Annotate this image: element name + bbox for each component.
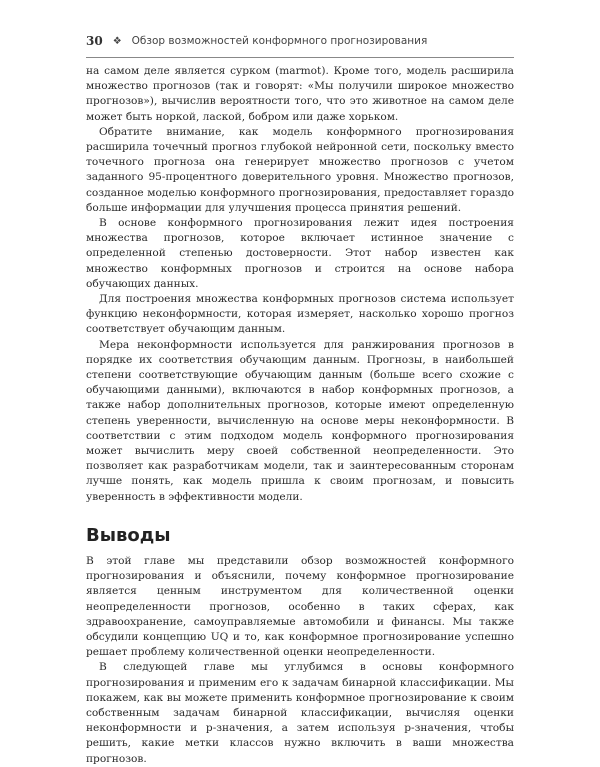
paragraph: Для построения множества конформных прогнозов система использует функцию неконформности, которая измеряет, насколько хорошо прогноз соответствует обучающим данным.: [86, 293, 514, 336]
paragraph: Обратите внимание, как модель конформного прогнозирования расширила точечный прогноз глубокой нейронной сети, поскольку вместо точечного прогноза она генерирует множество прогнозов с учетом заданного 95-процентного доверительного уровня. Множество прогнозов, созданное моделью конформного прогнозирования, предоставляет гораздо больше информации для улучшения процесса принятия решений.: [86, 125, 514, 214]
page-body: [86, 64, 514, 767]
header-divider: [86, 57, 514, 58]
page-number: 30: [86, 34, 103, 48]
diamond-separator-icon: ❖: [112, 35, 122, 47]
paragraph: В этой главе мы представили обзор возможностей конформного прогнозирования и объяснили, почему конформное прогнозирование является ценным инструментом для количественной оценки неопределенности прогнозов, особенно в таких сферах, как здравоохранение, самоуправляемые автомобили и финансы. Мы также обсудили концепцию UQ и то, как конформное прогнозирование успешно решает проблему количественной оценки неопределенности.: [86, 554, 514, 659]
running-header: [86, 34, 514, 48]
running-title: Обзор возможностей конформного прогнозирования: [131, 35, 428, 47]
paragraph: Мера неконформности используется для ранжирования прогнозов в порядке их соответствия обучающим данным. Прогнозы, в наибольшей степени соответствующие обучающим данным (больше всего схожие с обучающими данными), включаются в набор конформных прогнозов, а также набор дополнительных прогнозов, которые имеют определенную степень уверенности, вычисленную на основе меры неконформности. В соответствии с этим подходом модель конформного прогнозирования может вычислить меру своей собственной неопределенности. Это позволяет как разработчикам модели, так и заинтересованным сторонам лучше понять, как модель пришла к своим прогнозам, и повысить уверенность в эффективности модели.: [86, 338, 514, 503]
paragraph: В следующей главе мы углубимся в основы конформного прогнозирования и применим его к задачам бинарной классификации. Мы покажем, как вы можете применить конформное прогнозирование к своим собственным задачам бинарной классификации, вычисляя оценки неконформности и p-значения, а затем используя p-значения, чтобы решить, какие метки классов нужно включить в ваши множества прогнозов.: [86, 661, 514, 765]
paragraph: на самом деле является сурком (marmot). Кроме того, модель расширила множество прогнозов (так и говорят: «Мы получили широкое множество прогнозов»), вычислив вероятности того, что это животное на самом деле может быть норкой, лаской, бобром или даже хорьком.: [86, 65, 514, 123]
section-heading: Выводы: [86, 524, 171, 546]
paragraph: В основе конформного прогнозирования лежит идея построения множества прогнозов, которое включает истинное значение с определенной степенью достоверности. Этот набор известен как множество конформных прогнозов и строится на основе набора обучающих данных.: [86, 217, 514, 290]
